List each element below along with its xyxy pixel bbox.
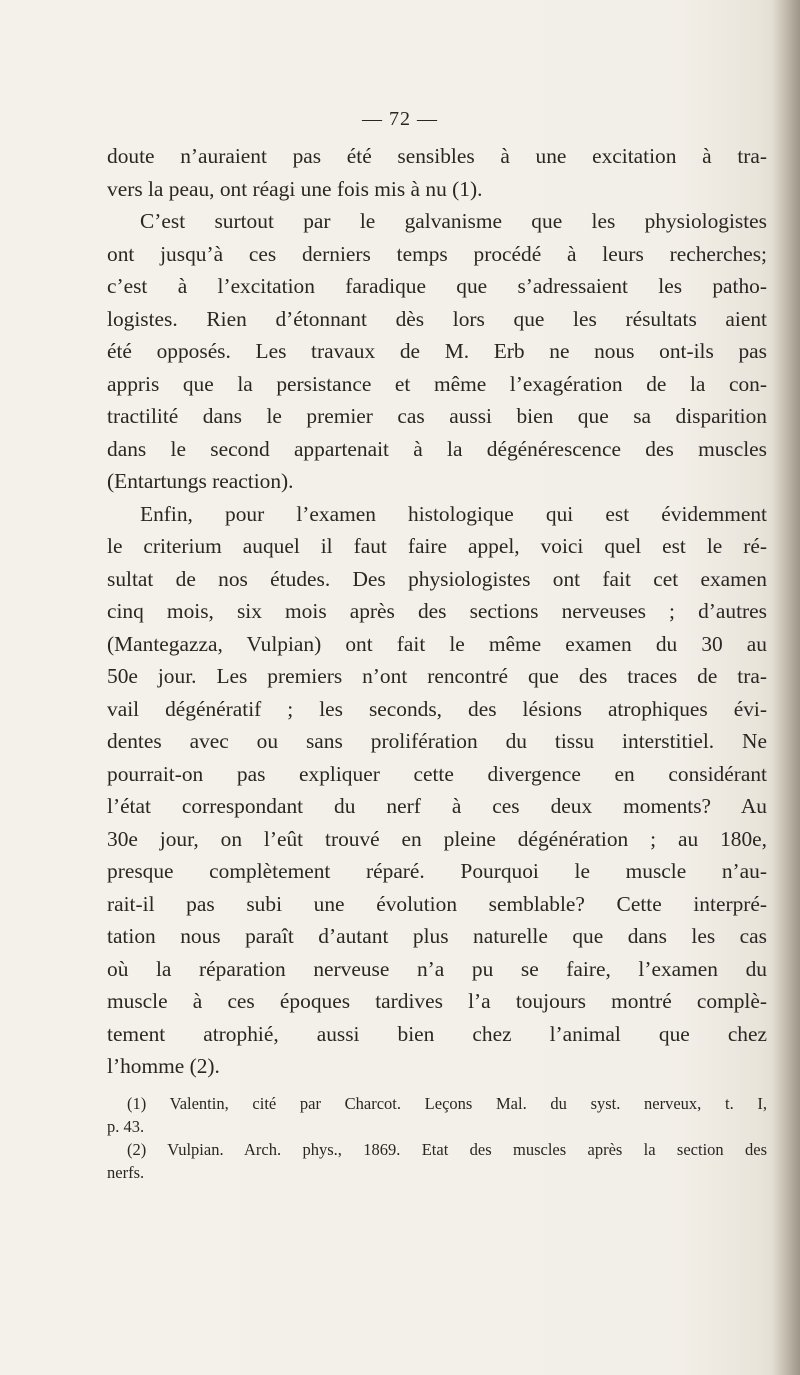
body-line: le criterium auquel il faut faire appel, voici quel est le ré- [107,534,767,558]
footnote-line: nerfs. [107,1163,145,1182]
body-line: tement atrophié, aussi bien chez l’animal que chez [107,1021,767,1046]
body-line: 30e jour, on l’eût trouvé en pleine dégénération ; au 180e, [107,826,767,851]
body-line: où la réparation nerveuse n’a pu se faire, l’examen du [107,956,767,981]
body-line: (Entartungs reaction). [107,469,294,493]
body-line: logistes. Rien d’étonnant dès lors que les résultats aient [107,306,767,331]
footnotes [107,1092,767,1184]
body-line: tation nous paraît d’autant plus naturelle que dans les cas [107,924,767,948]
body-line: 50e jour. Les premiers n’ont rencontré que des traces de tra- [107,664,767,688]
body-line: été opposés. Les travaux de M. Erb ne nous ont-ils pas [107,339,767,363]
footnote-line: (2) Vulpian. Arch. phys., 1869. Etat des muscles après la section des [127,1140,767,1159]
page-edge-shadow [772,0,800,1375]
body-text [107,140,767,1083]
body-line: rait-il pas subi une évolution semblable? Cette interpré- [107,891,767,916]
body-line: l’homme (2). [107,1054,220,1078]
body-line: ont jusqu’à ces derniers temps procédé à leurs recherches; [107,241,767,266]
body-line: c’est à l’excitation faradique que s’adressaient les patho- [107,274,767,298]
body-line: vers la peau, ont réagi une fois mis à nu (1). [107,176,483,201]
body-line: appris que la persistance et même l’exagération de la con- [107,371,767,396]
page-number: — 72 — [362,108,438,130]
body-line: (Mantegazza, Vulpian) ont fait le même examen du 30 au [107,631,767,656]
body-line: doute n’auraient pas été sensibles à une excitation à tra- [107,144,767,168]
body-line: dans le second appartenait à la dégénérescence des muscles [107,436,767,461]
footnote-line: p. 43. [107,1117,145,1136]
body-line: l’état correspondant du nerf à ces deux moments? Au [107,794,767,818]
body-line: vail dégénératif ; les seconds, des lésions atrophiques évi- [107,696,767,721]
body-line: presque complètement réparé. Pourquoi le muscle n’au- [107,859,767,883]
footnote-line: (1) Valentin, cité par Charcot. Leçons Mal. du syst. nerveux, t. I, [127,1094,767,1113]
body-line: cinq mois, six mois après des sections nerveuses ; d’autres [107,599,767,623]
body-line: muscle à ces époques tardives l’a toujours montré complè- [107,989,767,1013]
body-line: pourrait-on pas expliquer cette divergence en considérant [107,761,767,786]
body-line: dentes avec ou sans prolifération du tissu interstitiel. Ne [107,729,767,753]
body-line: sultat de nos études. Des physiologistes ont fait cet examen [107,566,767,591]
body-line: tractilité dans le premier cas aussi bien que sa disparition [107,404,767,428]
body-line: C’est surtout par le galvanisme que les physiologistes [140,209,767,233]
body-line: Enfin, pour l’examen histologique qui est évidemment [140,501,767,526]
